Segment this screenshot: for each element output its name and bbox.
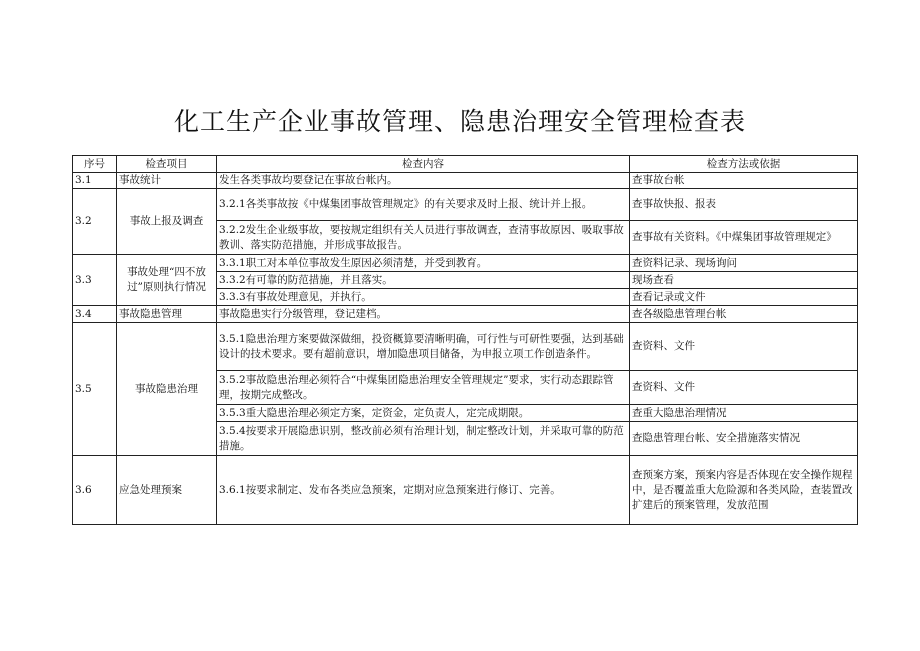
header-item: 检查项目: [117, 156, 217, 173]
check-method: 查重大隐患治理情况: [630, 405, 858, 422]
inspection-table: [72, 155, 858, 525]
section-no: 3.5: [73, 323, 117, 456]
section-item: 事故统计: [117, 173, 217, 189]
table-row: [73, 456, 858, 525]
check-content: 3.5.3重大隐患治理必须定方案，定资金，定负责人，定完成期限。: [217, 405, 630, 422]
section-item: 事故隐患治理: [117, 323, 217, 456]
check-content: 3.5.2事故隐患治理必须符合“中煤集团隐患治理安全管理规定”要求，实行动态跟踪管理，按期完成整改。: [217, 371, 630, 405]
check-content: 3.3.1职工对本单位事故发生原因必须清楚，并受到教育。: [217, 255, 630, 272]
section-item: 应急处理预案: [117, 456, 217, 525]
table-row: [73, 189, 858, 221]
check-content: 3.3.2有可靠的防范措施，并且落实。: [217, 272, 630, 289]
check-method: 查事故有关资料。《中煤集团事故管理规定》: [630, 221, 858, 255]
section-no: 3.1: [73, 173, 117, 189]
header-method: 检查方法或依据: [630, 156, 858, 173]
table-row: [73, 255, 858, 272]
check-method: 查预案方案，预案内容是否体现在安全操作规程中，是否覆盖重大危险源和各类风险，查装置改扩建后的预案管理，发放范围: [630, 456, 858, 525]
section-no: 3.3: [73, 255, 117, 306]
check-content: 3.2.1各类事故按《中煤集团事故管理规定》的有关要求及时上报、统计并上报。: [217, 189, 630, 221]
check-content: 3.5.4按要求开展隐患识别，整改前必须有治理计划，制定整改计划，并采取可靠的防范措施。: [217, 422, 630, 456]
section-item: 事故隐患管理: [117, 306, 217, 323]
check-content: 发生各类事故均要登记在事故台帐内。: [217, 173, 630, 189]
check-method: 查事故快报、报表: [630, 189, 858, 221]
check-method: 查资料、文件: [630, 371, 858, 405]
section-item: 事故上报及调查: [117, 189, 217, 255]
header-no: 序号: [73, 156, 117, 173]
check-content: 事故隐患实行分级管理，登记建档。: [217, 306, 630, 323]
check-method: 查看记录或文件: [630, 289, 858, 306]
check-method: 查各级隐患管理台帐: [630, 306, 858, 323]
header-row: [73, 156, 858, 173]
check-method: 查隐患管理台帐、安全措施落实情况: [630, 422, 858, 456]
check-method: 查资料、文件: [630, 323, 858, 371]
header-content: 检查内容: [217, 156, 630, 173]
check-content: 3.2.2发生企业级事故，要按规定组织有关人员进行事故调查，查清事故原因、吸取事故教训、落实防范措施，并形成事故报告。: [217, 221, 630, 255]
section-item: 事故处理“四不放过”原则执行情况: [117, 255, 217, 306]
table-row: [73, 306, 858, 323]
check-content: 3.3.3有事故处理意见，并执行。: [217, 289, 630, 306]
section-no: 3.4: [73, 306, 117, 323]
table-row: [73, 173, 858, 189]
check-method: 查事故台帐: [630, 173, 858, 189]
section-no: 3.2: [73, 189, 117, 255]
table-row: [73, 323, 858, 371]
check-method: 现场查看: [630, 272, 858, 289]
check-content: 3.6.1按要求制定、发布各类应急预案，定期对应急预案进行修订、完善。: [217, 456, 630, 525]
check-method: 查资料记录、现场询问: [630, 255, 858, 272]
check-content: 3.5.1隐患治理方案要做深做细，投资概算要清晰明确，可行性与可研性要强，达到基础设计的技术要求。要有超前意识，增加隐患项目储备，为申报立项工作创造条件。: [217, 323, 630, 371]
page-title: 化工生产企业事故管理、隐患治理安全管理检查表: [173, 107, 746, 136]
section-no: 3.6: [73, 456, 117, 525]
